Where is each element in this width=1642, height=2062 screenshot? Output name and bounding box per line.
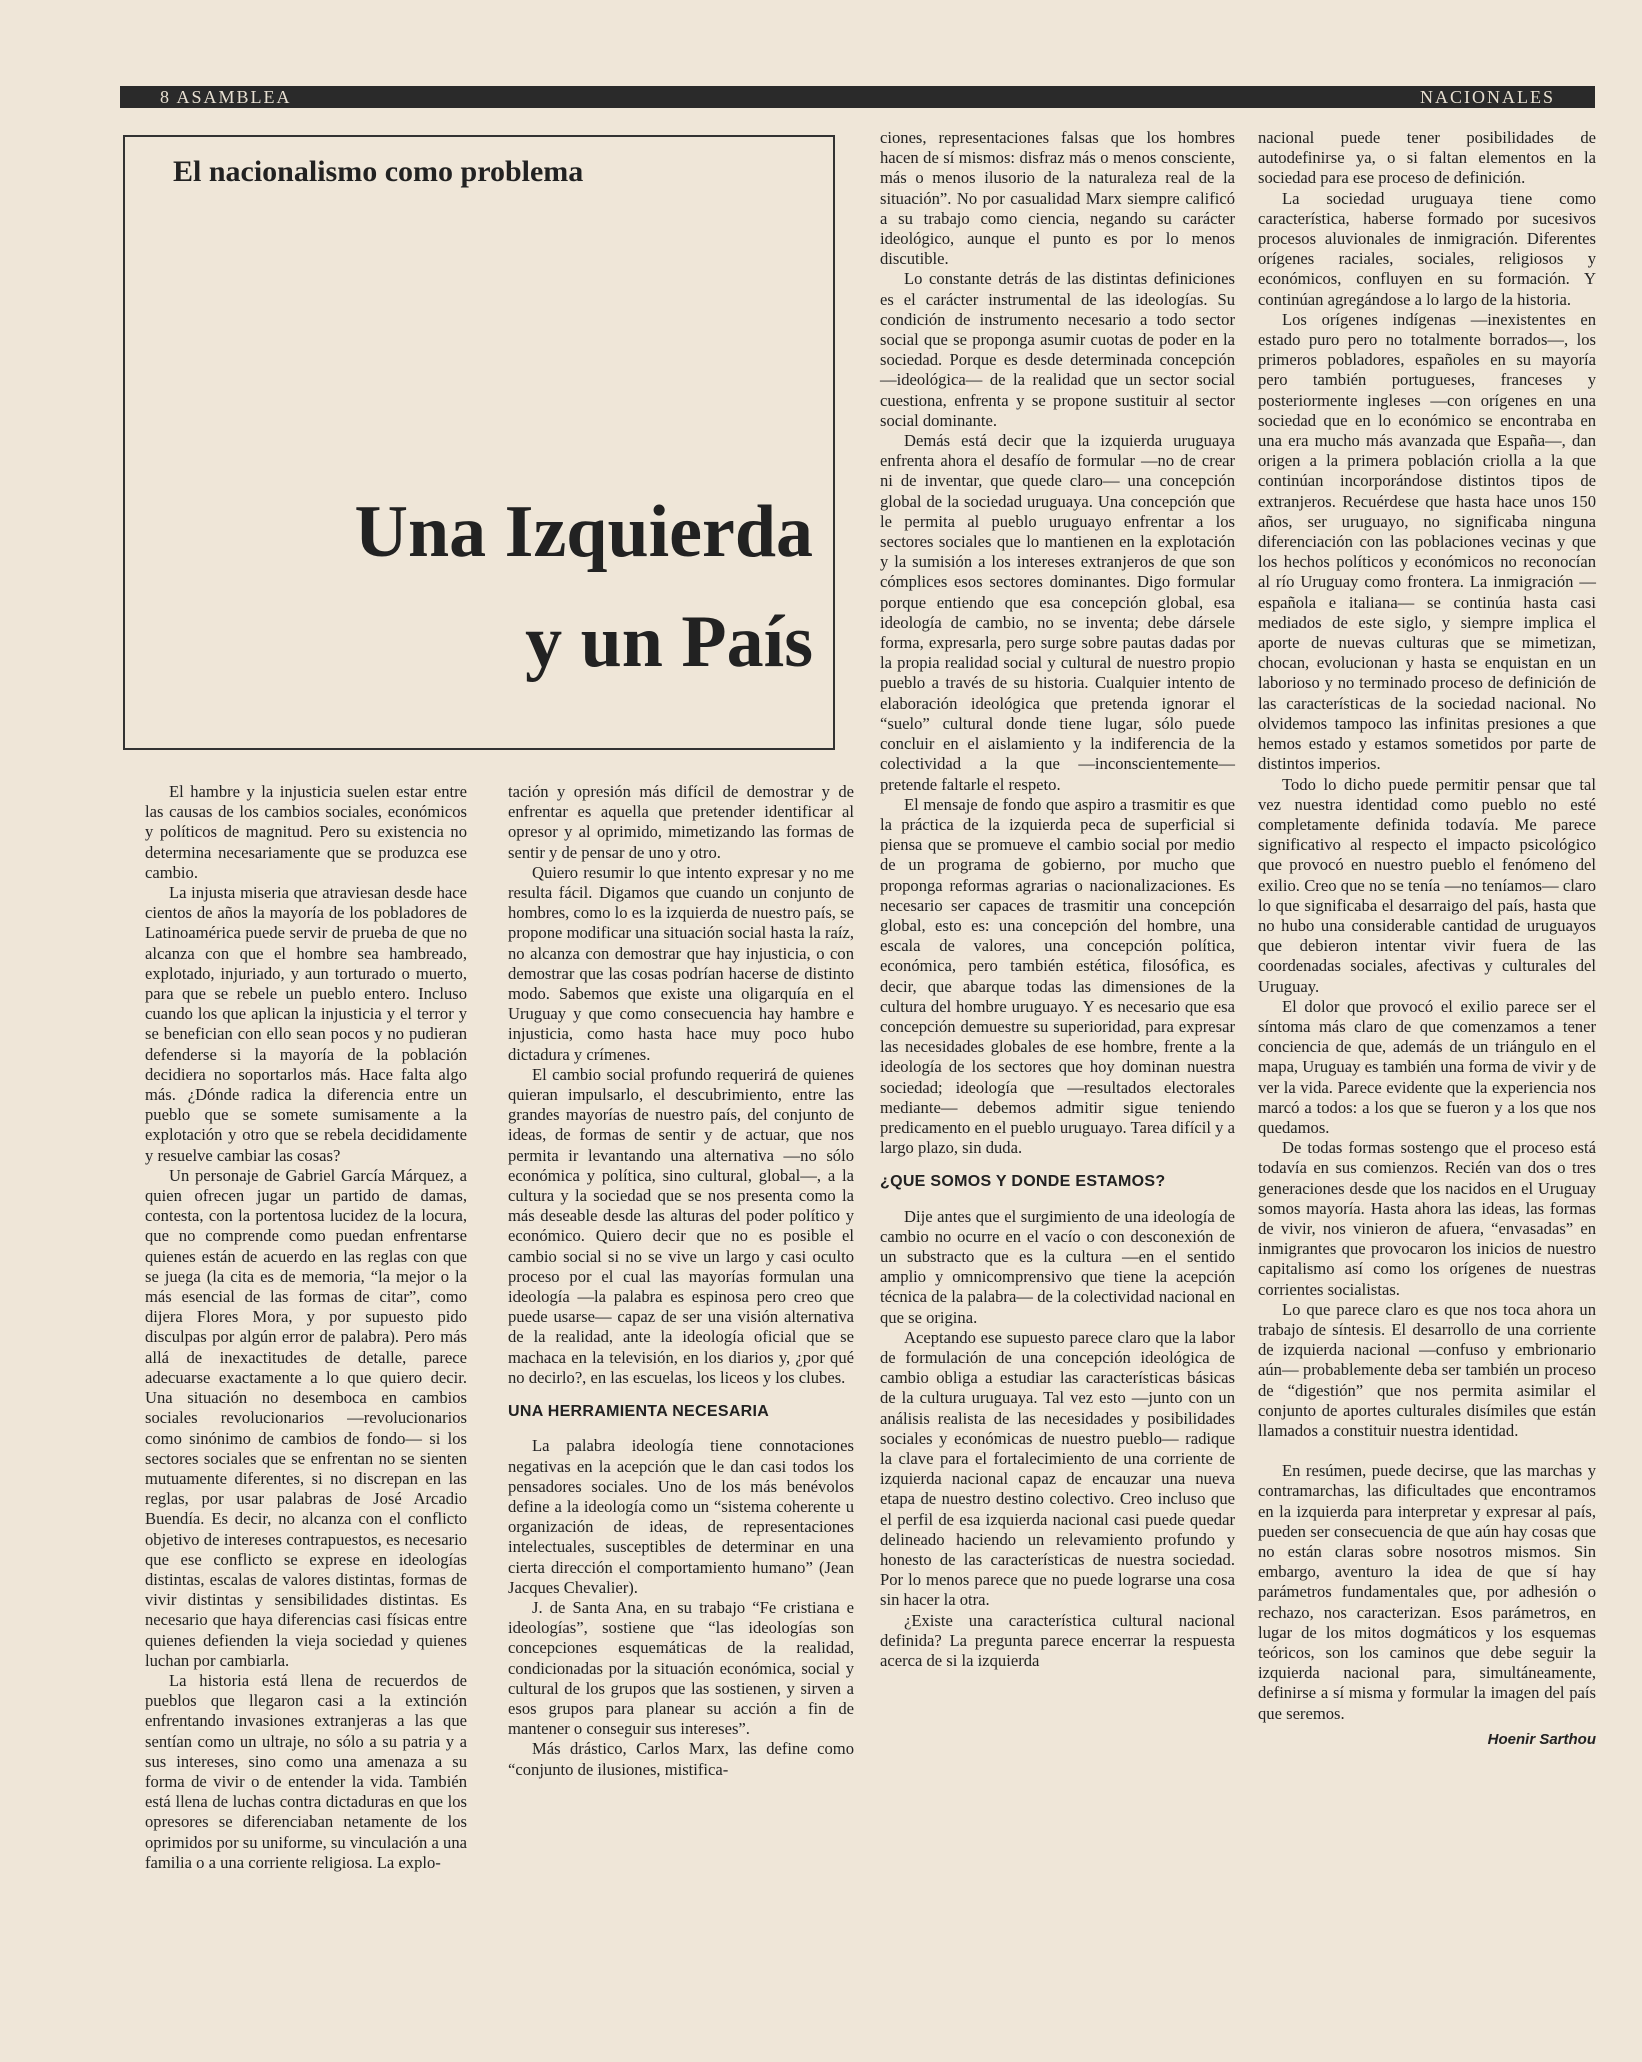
article-column-4 [1258,128,1596,1750]
article-column-3 [880,128,1235,1671]
paragraph: El mensaje de fondo que aspiro a trasmitir es que la práctica de la izquierda peca de superficial si piensa que se promueve el cambio social por medio de un programa de gobierno, por mucho que proponga reformas agrarias o nacionalizaciones. Es necesario ser capaces de trasmitir una concepción global, esto es: una concepción del hombre, una escala de valores, una concepción política, económica, pero también estética, filosófica, es decir, que abarque todas las dimensiones de la cultura del hombre uruguayo. Y es necesario que esa concepción demuestre su superioridad, para expresar las necesidades globales de ese hombre, frente a la ideología de los sectores que hoy dominan nuestra sociedad; ideología que —resultados electorales mediante— debemos admitir sigue teniendo predicamento en el pueblo uruguayo. Tarea difícil y a largo plazo, sin duda. [880,794,1235,1158]
headline [355,477,813,697]
paragraph: De todas formas sostengo que el proceso está todavía en sus comienzos. Recién van dos o tres generaciones desde que los nacidos en el Uruguay somos mayoría. Hasta ahora las ideas, las formas de vivir, nos vinieron de afuera, “envasadas” en inmigrantes que provocaron los inicios de nuestro capitalismo así como los orígenes de nuestras corrientes socialistas. [1258,1138,1596,1299]
paragraph: La palabra ideología tiene connotaciones negativas en la acepción que le dan casi todos los pensadores sociales. Uno de los más benévolos define a la ideología como un “sistema coherente u organización de ideas, de representaciones intelectuales, susceptibles de determinar en una cierta dirección el comportamiento humano” (Jean Jacques Chevalier). [508,1436,854,1597]
section-heading: UNA HERRAMIENTA NECESARIA [508,1403,770,1421]
paragraph: Quiero resumir lo que intento expresar y no me resulta fácil. Digamos que cuando un conjunto de hombres, como lo es la izquierda de nuestro país, se propone modificar una situación social hasta la raíz, no alcanza con demostrar que hay injusticia, o con demostrar que las cosas podrían hacerse de distinto modo. Sabemos que existe una oligarquía en el Uruguay y que como consecuencia hay hambre e injusticia, como hasta hace muy poco hubo dictadura y crímenes. [508,862,854,1064]
paragraph: Más drástico, Carlos Marx, las define como “conjunto de ilusiones, mistifica- [508,1739,854,1779]
paragraph: ciones, representaciones falsas que los hombres hacen de sí mismos: disfraz más o menos consciente, más o menos ilusorio de la naturaleza real de la situación”. No por casualidad Marx siempre calificó a su trabajo como ciencia, negando su carácter ideológico, aunque el punto es por lo menos discutible. [880,128,1235,269]
section-heading: ¿QUE SOMOS Y DONDE ESTAMOS? [880,1173,1166,1191]
masthead-bar [120,86,1595,108]
author-signature: Hoenir Sarthou [1487,1730,1596,1748]
page-section-label: 8 ASAMBLEA [160,87,292,107]
paragraph: tación y opresión más difícil de demostrar y de enfrentar es aquella que pretender identificar al opresor y al oprimido, mimetizando las formas de sentir y de pensar de uno y otro. [508,782,854,862]
paragraph: Lo constante detrás de las distintas definiciones es el carácter instrumental de las ideologías. Su condición de instrumento necesario a todo sector social que se proponga asumir cuotas de poder en la sociedad. Porque es desde determinada concepción —ideológica— de la realidad que un sector social cuestiona, enfrenta y se propone sustituir al sector social dominante. [880,269,1235,430]
paragraph: La sociedad uruguaya tiene como característica, haberse formado por sucesivos procesos aluvionales de inmigración. Diferentes orígenes raciales, sociales, religiosos y económicos, confluyen en su formación. Y continúan agregándose a lo largo de la historia. [1258,188,1596,309]
headline-line-2: y un País [525,601,813,683]
section-name: NACIONALES [1420,87,1555,107]
paragraph: nacional puede tener posibilidades de autodefinirse ya, o si faltan elementos en la sociedad para ese proceso de definición. [1258,128,1596,188]
paragraph: El hambre y la injusticia suelen estar entre las causas de los cambios sociales, económicos y políticos de magnitud. Pero su existencia no determina necesariamente que se produzca ese cambio. [145,782,467,882]
headline-line-1: Una Izquierda [354,491,813,573]
paragraph: Aceptando ese supuesto parece claro que la labor de formulación de una concepción ideológica de cambio obliga a estudiar las características básicas de la cultura uruguaya. Tal vez esto —junto con un análisis realista de las necesidades y posibilidades sociales y económicas de nuestro pueblo— radique la clave para el fortalecimiento de una corriente de izquierda nacional capaz de encauzar una nueva etapa de nuestro destino colectivo. Creo incluso que el perfil de esa izquierda nacional casi puede quedar delineado haciendo un relevamiento profundo y honesto de las características de nuestra sociedad. Por lo menos parece que no puede lograrse una cosa sin hacer la otra. [880,1327,1235,1610]
paragraph: Dije antes que el surgimiento de una ideología de cambio no ocurre en el vacío o con desconexión de un substracto que es la cultura —en el sentido amplio y omnicomprensivo que tiene la acepción técnica de la palabra— de la colectividad nacional en que se origina. [880,1206,1235,1327]
kicker: El nacionalismo como problema [173,155,584,188]
paragraph: J. de Santa Ana, en su trabajo “Fe cristiana e ideologías”, sostiene que “las ideologías son concepciones esquemáticas de la realidad, condicionadas por la situación económica, social y cultural de los grupos que las sostienen, y sirven a esos grupos para planear su acción a fin de mantener o conseguir sus intereses”. [508,1597,854,1739]
paragraph: ¿Existe una característica cultural nacional definida? La pregunta parece encerrar la respuesta acerca de si la izquierda [880,1610,1235,1671]
paragraph: Un personaje de Gabriel García Márquez, a quien ofrecen jugar un partido de damas, contesta, con la portentosa lucidez de la locura, que no comprende como puedan enfrentarse quienes están de acuerdo en las reglas con que se juega (la cita es de memoria, “la mejor o la más esencial de las formas de citar”, como dijera Flores Mora, y por supuesto pido disculpas por algún error de palabra). Pero más allá de inexactitudes de detalle, parece adecuarse exactamente a lo que quiero decir. Una situación no desemboca en cambios sociales revolucionarios —revolucionarios como sinónimo de cambios de fondo— si los sectores sociales que se enfrentan no se sienten mutuamente diferentes, si no discrepan en las reglas, por usar palabras de José Arcadio Buendía. Es decir, no alcanza con el conflicto objetivo de intereses contrapuestos, es necesario que ese conflicto se exprese en ideologías distintas, escalas de valores distintas, formas de vivir distintas y sensibilidades distintas. Es necesario que haya diferencias casi físicas entre quienes defienden la vieja sociedad y quienes luchan por cambiarla. [145,1165,467,1670]
paragraph: Lo que parece claro es que nos toca ahora un trabajo de síntesis. El desarrollo de una corriente de izquierda nacional —confuso y embrionario aún— probablemente deba ser también un proceso de “digestión” que nos permita asimilar el conjunto de aportes culturales disímiles que están llamados a constituir nuestra identidad. [1258,1299,1596,1440]
article-column-1 [145,782,467,1873]
paragraph: El dolor que provocó el exilio parece ser el síntoma más claro de que comenzamos a tener conciencia de que, además de un triángulo en el mapa, Uruguay es también una forma de vivir y de ver la vida. Parece evidente que la experiencia nos marcó a todos: a los que se fueron y a los que nos quedamos. [1258,996,1596,1137]
paragraph: La historia está llena de recuerdos de pueblos que llegaron casi a la extinción enfrentando invasiones extranjeras a las que sentían como un ultraje, no sólo a su patria y a sus intereses, sino como una amenaza a su forma de vivir o de entender la vida. También está llena de luchas contra dictaduras en que los opresores se diferenciaban netamente de los oprimidos por su uniforme, su vinculación a una familia o a una corriente religiosa. La explo- [145,1670,467,1872]
paragraph: Demás está decir que la izquierda uruguaya enfrenta ahora el desafío de formular —no de crear ni de inventar, que quede claro— una concepción global de la sociedad uruguaya. Una concepción que le permita al pueblo uruguayo enfrentar a los sectores sociales que lo mantienen en la explotación y la sumisión a los intereses extranjeros de que son cómplices esos sectores dominantes. Digo formular porque entiendo que esa concepción global, esa ideología de cambio, no se inventa; debe dársele forma, expresarla, pero surge sobre pautas dadas por la propia realidad social y cultural de nuestro propio pueblo a través de su historia. Cualquier intento de elaboración ideológica que pretenda ignorar el “suelo” cultural donde tiene lugar, sólo puede concluir en el aislamiento y la indiferencia de la colectividad a la que —inconscientemente— pretende faltarle el respeto. [880,431,1235,794]
paragraph: Los orígenes indígenas —inexistentes en estado puro pero no totalmente borrados—, los primeros pobladores, españoles en su mayoría pero también portugueses, franceses y posteriormente ingleses —con orígenes en una sociedad que en lo económico se encontraba en una era mucho más avanzada que España—, dan origen a la primera población criolla a la que continúan incorporándose distintos tipos de extranjeros. Recuérdese que hasta hace unos 150 años, ser uruguayo, no significaba ninguna diferenciación con las poblaciones vecinas y que los hechos políticos y económicos no reconocían al río Uruguay como frontera. La inmigración —española e italiana— se continúa hasta casi mediados de este siglo, y siempre implica el aporte de nuevas culturas que se mimetizan, chocan, evolucionan y hasta se enquistan en un laborioso y no terminado proceso de definición de las características de la sociedad nacional. No olvidemos tampoco las infinitas presiones a que hemos estado y estamos sometidos por parte de distintos imperios. [1258,309,1596,774]
paragraph: En resúmen, puede decirse, que las marchas y contramarchas, las dificultades que encontramos en la izquierda para interpretar y expresar al país, pueden ser consecuencia de que aún hay cosas que no están claras sobre nosotros mismos. Sin embargo, aventuro la idea de que sí hay parámetros fundamentales que, por adhesión o rechazo, nos caracterizan. Esos parámetros, en lugar de los mitos dogmáticos y los esquemas teóricos, son los caminos que debe seguir la izquierda nacional para, simultáneamente, definirse a sí misma y formular la imagen del país que seremos. [1258,1461,1596,1723]
article-column-2 [508,782,854,1780]
paragraph: La injusta miseria que atraviesan desde hace cientos de años la mayoría de los pobladores de Latinoamérica puede servir de prueba de que no alcanza con que el hombre sea hambreado, explotado, injuriado, y aun torturado o muerto, para que se rebele un pueblo entero. Incluso cuando los que aplican la injusticia y el terror y se benefician con ello sean pocos y no pudieran defenderse si la mayoría de la población decidiera no soportarlos más. Hace falta algo más. ¿Dónde radica la diferencia entre un pueblo que se somete sumisamente a la explotación y otro que se rebela decididamente y resuelve cambiar las cosas? [145,883,467,1165]
paragraph: El cambio social profundo requerirá de quienes quieran impulsarlo, el descubrimiento, entre las grandes mayorías de nuestro país, del conjunto de ideas, de formas de sentir y de actuar, que nos permita ir levantando una alternativa —no sólo económica y política, sino cultural, global—, a la cultura y la sociedad que se nos presenta como la más deseable desde las alturas del poder político y económico. Quiero decir que no es posible el cambio social si no se vive un largo y casi oculto proceso por el cual las mayorías formulan una ideología —la palabra es espinosa pero creo que puede usarse— capaz de ser una visión alternativa de la realidad, ante la ideología oficial que se machaca en la televisión, en los diarios y, ¿por qué no decirlo?, en las escuelas, los liceos y los clubes. [508,1064,854,1387]
title-box [123,135,835,750]
paragraph: Todo lo dicho puede permitir pensar que tal vez nuestra identidad como pueblo no esté completamente definida todavía. Me parece significativo al respecto el impacto psicológico que provocó en nuestro pueblo el fenómeno del exilio. Creo que no se tenía —no teníamos— claro lo que significaba el desarraigo del país, hasta que no hubo una considerable cantidad de uruguayos que debieron intentar vivir fuera de las coordenadas sociales, afectivas y culturales del Uruguay. [1258,774,1596,996]
